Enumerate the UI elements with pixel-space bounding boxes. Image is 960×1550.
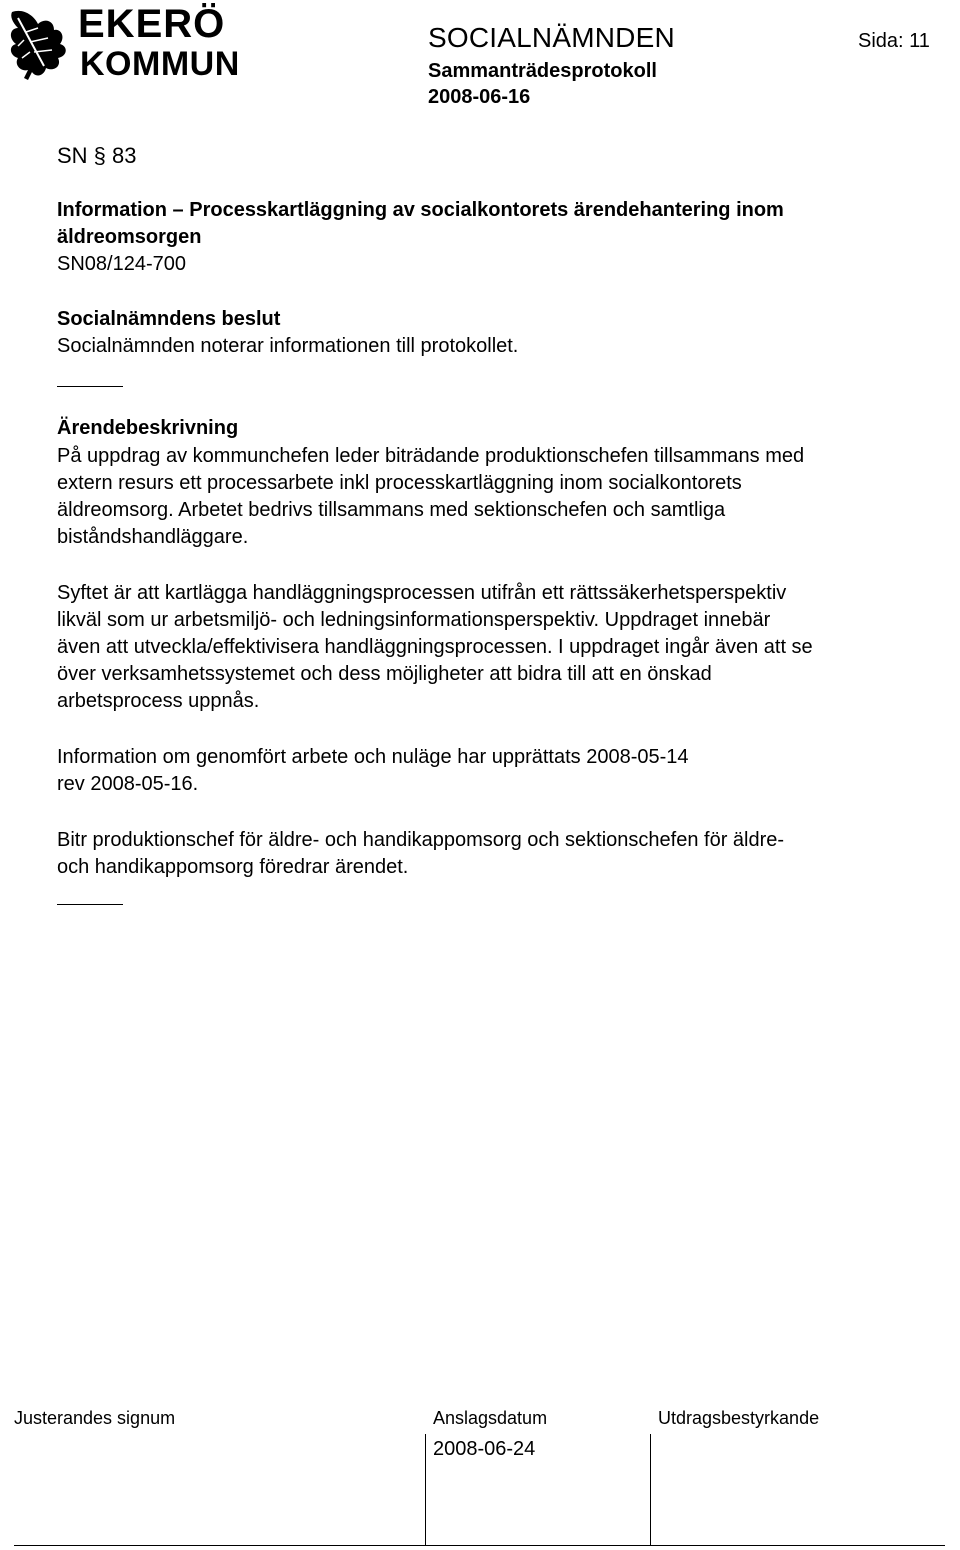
posted-label: Anslagsdatum (433, 1408, 548, 1428)
paragraph-number: SN § 83 (57, 143, 137, 168)
municipality-logo (4, 2, 240, 84)
logo-line-1: EKERÖ (78, 2, 226, 46)
description-line: Information om genomfört arbete och nuläge har upprättats 2008-05-14 (57, 746, 689, 768)
description-line: arbetsprocess uppnås. (57, 690, 260, 712)
description-line: även att utveckla/effektivisera handläggningsprocessen. I uppdraget ingår även att se (57, 636, 813, 658)
description-line: rev 2008-05-16. (57, 773, 199, 795)
description-line: och handikappomsorg föredrar ärendet. (57, 856, 409, 878)
footer-divider (425, 1434, 426, 1546)
divider (57, 386, 123, 387)
description-line: över verksamhetssystemet och dess möjligheter att bidra till att en önskad (57, 663, 712, 685)
meeting-date: 2008-06-16 (428, 86, 531, 108)
description-line: biståndshandläggare. (57, 526, 249, 548)
case-reference: SN08/124-700 (57, 253, 186, 275)
description-line: extern resurs ett processarbete inkl processkartläggning inom socialkontorets (57, 472, 742, 494)
description-line: På uppdrag av kommunchefen leder biträdande produktionschefen tillsammans med (57, 445, 805, 467)
description-line: äldreomsorg. Arbetet bedrivs tillsammans med sektionschefen och samtliga (57, 499, 726, 521)
decision-text: Socialnämnden noterar informationen till protokollet. (57, 335, 519, 357)
description-line: Syftet är att kartlägga handläggningsprocessen utifrån ett rättssäkerhetsperspektiv (57, 582, 787, 604)
page-number: Sida: 11 (858, 30, 930, 52)
item-heading-line-1: Information – Processkartläggning av socialkontorets ärendehantering inom (57, 199, 784, 221)
divider (57, 904, 123, 905)
posted-date: 2008-06-24 (433, 1438, 536, 1460)
decision-title: Socialnämndens beslut (57, 308, 281, 330)
document-subtitle: Sammanträdesprotokoll (428, 60, 657, 82)
description-line: likväl som ur arbetsmiljö- och ledningsinformationsperspektiv. Uppdraget innebär (57, 609, 771, 631)
certified-label: Utdragsbestyrkande (658, 1408, 820, 1428)
description-line: Bitr produktionschef för äldre- och handikappomsorg och sektionschefen för äldre- (57, 829, 785, 851)
sign-label: Justerandes signum (14, 1408, 176, 1428)
logo-line-2: KOMMUN (80, 45, 240, 83)
footer-baseline (14, 1545, 945, 1546)
footer-divider (650, 1434, 651, 1546)
document-title: SOCIALNÄMNDEN (428, 22, 675, 53)
item-heading-line-2: äldreomsorgen (57, 226, 202, 248)
description-title: Ärendebeskrivning (57, 417, 239, 439)
